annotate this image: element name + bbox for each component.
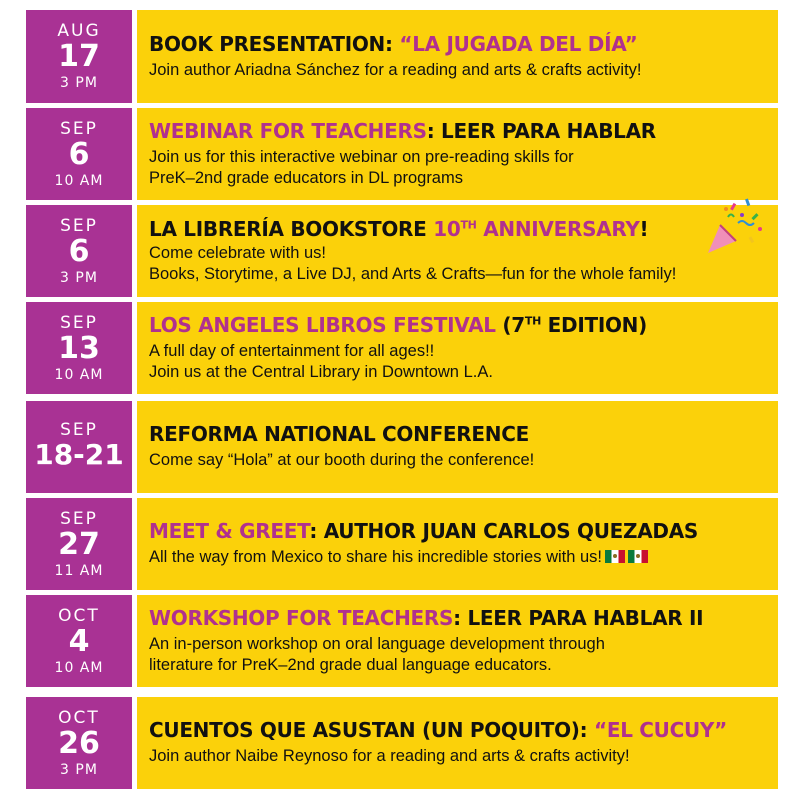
event-title: CUENTOS QUE ASUSTAN (UN POQUITO): “EL CUCUY” — [149, 718, 727, 743]
event-time: 10 AM — [54, 659, 104, 676]
event-time: 3 PM — [60, 75, 98, 91]
event-reforma-conference — [26, 401, 778, 493]
event-day: 18-21 — [34, 437, 124, 471]
event-card — [137, 10, 778, 103]
event-day: 17 — [58, 39, 100, 74]
event-card — [137, 401, 778, 493]
event-title: REFORMA NATIONAL CONFERENCE — [149, 422, 529, 447]
event-month: SEP — [60, 419, 98, 440]
event-month: SEP — [60, 312, 98, 333]
event-time: 10 AM — [54, 366, 104, 383]
event-date — [26, 10, 132, 103]
event-day: 13 — [58, 330, 100, 366]
event-card — [137, 498, 778, 590]
mexico-flag-icon — [605, 550, 625, 563]
event-title: MEET & GREET: AUTHOR JUAN CARLOS QUEZADAS — [149, 519, 699, 544]
event-title: LOS ANGELES LIBROS FESTIVAL (7TH EDITION) — [149, 313, 647, 338]
event-description: Join us for this interactive webinar on pre-reading skills for PreK–2nd grade educators in DL programs — [149, 148, 574, 187]
event-card — [137, 697, 778, 789]
event-card — [137, 302, 778, 394]
event-date — [26, 697, 132, 789]
event-description: Come celebrate with us! Books, Storytime, a Live DJ, and Arts & Crafts—fun for the whole family! — [149, 244, 677, 283]
event-libros-festival — [26, 302, 778, 394]
event-description: Join author Ariadna Sánchez for a reading and arts & crafts activity! — [149, 60, 642, 79]
mexico-flag-icon — [628, 550, 648, 563]
event-day: 6 — [68, 136, 90, 172]
event-description: An in-person workshop on oral language development through literature for PreK–2nd grade dual language educators. — [149, 635, 605, 674]
event-description: Join author Naibe Reynoso for a reading and arts & crafts activity! — [149, 747, 630, 766]
event-month: SEP — [60, 118, 98, 139]
event-month: OCT — [58, 605, 100, 626]
event-month: SEP — [60, 215, 98, 236]
event-month: SEP — [60, 508, 98, 529]
event-title: WORKSHOP FOR TEACHERS: LEER PARA HABLAR II — [149, 606, 704, 631]
event-title: BOOK PRESENTATION: “LA JUGADA DEL DÍA” — [149, 31, 638, 56]
event-description: A full day of entertainment for all ages!! Join us at the Central Library in Downtown L.A. — [149, 342, 493, 381]
event-date — [26, 108, 132, 200]
event-workshop-teachers — [26, 595, 778, 687]
event-meet-greet — [26, 498, 778, 590]
event-card — [137, 595, 778, 687]
event-card — [137, 108, 778, 200]
event-bookstore-anniversary — [26, 205, 778, 297]
event-description: All the way from Mexico to share his incredible stories with us! — [149, 547, 768, 567]
event-cuentos-que-asustan — [26, 697, 778, 789]
event-date — [26, 205, 132, 297]
party-popper-icon — [702, 195, 766, 255]
event-card — [137, 205, 778, 297]
event-description: Come say “Hola” at our booth during the conference! — [149, 451, 535, 470]
event-day: 4 — [68, 623, 90, 659]
event-time: 3 PM — [60, 761, 98, 778]
event-title: WEBINAR FOR TEACHERS: LEER PARA HABLAR — [149, 119, 656, 144]
event-time: 11 AM — [54, 562, 104, 579]
event-date — [26, 302, 132, 394]
event-date — [26, 401, 132, 493]
event-month: OCT — [58, 707, 100, 728]
event-month: AUG — [57, 21, 101, 41]
event-date — [26, 498, 132, 590]
event-webinar-teachers — [26, 108, 778, 200]
event-day: 27 — [58, 526, 100, 562]
event-time: 10 AM — [54, 172, 104, 189]
event-title: LA LIBRERÍA BOOKSTORE 10TH ANNIVERSARY! — [149, 217, 649, 242]
event-day: 6 — [68, 233, 90, 269]
event-book-presentation — [26, 10, 778, 103]
event-time: 3 PM — [60, 269, 98, 286]
event-date — [26, 595, 132, 687]
event-day: 26 — [58, 725, 100, 761]
